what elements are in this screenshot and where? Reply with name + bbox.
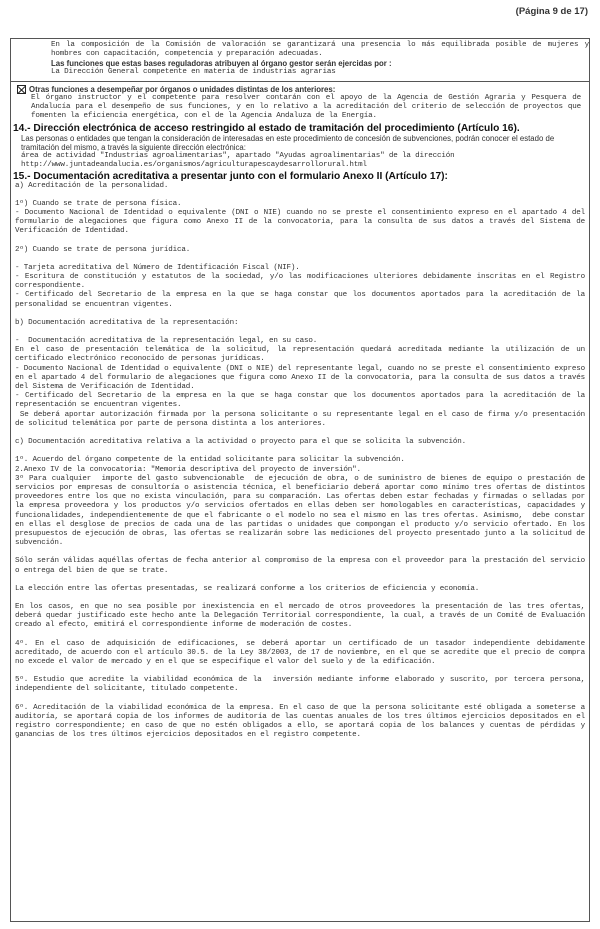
section-c-heading: c) Documentación acreditativa relativa a la actividad o proyecto para el que se solicita la subvención.	[15, 438, 467, 447]
list-item: - Escritura de constitución y estatutos de la sociedad, y/o las modificaciones ulteriores debidamente inscritas en el Registro correspondiente.	[15, 273, 590, 291]
section-a1-text: - Documento Nacional de Identidad o equivalente (DNI o NIE) cuando no se preste el consentimiento expreso en el apartado 4 del formulario de alegaciones que figura como Anexo II de la convocatoria, para la consulta de sus datos a través del Sistema de Verificación de Identidad.	[15, 209, 590, 236]
commission-composition-text: En la composición de la Comisión de valoración se garantizará una presencia lo más equilibrada posible de mujeres y hombres con capacitación, competencia y preparación adecuadas.	[51, 41, 594, 59]
section-14-title: 14.- Dirección electrónica de acceso restringido al estado de tramitación del procedimiento (Artículo 16).	[13, 123, 520, 135]
section-15-title: 15.- Documentación acreditativa a presentar junto con el formulario Anexo II (Artículo 17):	[13, 170, 448, 182]
list-item: 3º Para cualquier importe del gasto subvencionable de ejecución de obra, o de suministro de bienes de equipo o prestación de servicios por empresas de consultoría o asistencia técnica, el beneficiario deberá aportar como mínimo tres ofertas de distintos proveedores entre los que no exista vinculación, para su comparación. Las ofertas deben estar fechadas y firmadas o selladas por la empresa proveedora y los productos y/o servicios ofertados en ellas deben ser homologables en características, capacidades y funcionalidades, independientemente de que el fabricante o el modelo no sea el mismo en las tres ofertas. Asimismo, debe constar en ellas el desglose de precios de cada una de las partidas o unidades que compongan el producto y/o servicio ofertado. En los presupuestos de ejecución de obras, las ofertas se realizarán sobre las mediciones del proyecto presentado junto a la solicitud de subvención.	[15, 474, 590, 548]
other-functions-box	[11, 82, 589, 124]
other-functions-heading: Otras funciones a desempeñar por órganos o unidades distintas de los anteriores:	[29, 84, 336, 94]
list-item: - Tarjeta acreditativa del Número de Identificación Fiscal (NIF).	[15, 263, 300, 272]
valuation-commission-box	[11, 39, 594, 82]
other-functions-checkbox-row	[17, 85, 581, 94]
functions-heading: Las funciones que estas bases reguladoras atribuyen al órgano gestor serán ejercidas por :	[51, 59, 392, 69]
section-b-heading: b) Documentación acreditativa de la representación:	[15, 318, 239, 327]
page-number: (Página 9 de 17)	[515, 6, 588, 17]
section-a2-heading: 2º) Cuando se trate de persona jurídica.	[15, 245, 191, 254]
paragraph: 4º. En el caso de adquisición de edificaciones, se deberá aportar un certificado de un tasador independiente debidamente acreditado, de acuerdo con el artículo 30.5. de la Ley 38/2003, de 17 de noviembre, en el que se acredite que el precio de compra no excede el valor de mercado y en el que se especifique el valor del suelo y de la edificación.	[15, 639, 590, 666]
section-a1-heading: 1º) Cuando se trate de persona física.	[15, 199, 182, 208]
section-14-area: área de actividad "Industrias agroalimentarias", apartado "Ayudas agroalimentarias" de la dirección	[21, 152, 455, 161]
section-a-heading: a) Acreditación de la personalidad.	[15, 181, 169, 190]
list-item: - Certificado del Secretario de la empresa en la que se haga constar que los documentos aportados para la acreditación de la personalidad se encuentran vigentes.	[15, 291, 590, 309]
section-14-url-link[interactable]: http://www.juntadeandalucia.es/organismos/agriculturapescaydesarrollorural.html	[21, 161, 367, 170]
list-item: - Certificado del Secretario de la empresa en la que se haga constar que los documentos aportados para la acreditación de la representación se encuentran vigentes.	[15, 392, 590, 410]
list-item: 2.Anexo IV de la convocatoria: "Memoria descriptiva del proyecto de inversión".	[15, 465, 361, 474]
list-item: Se deberá aportar autorización firmada por la persona solicitante o su representante legal en el caso de firma y/o presentación de solicitud telemática por parte de persona distinta a los anteriores.	[15, 410, 590, 428]
checked-checkbox-icon	[17, 85, 26, 94]
managing-body-text: La Dirección General competente en materia de industrias agrarias	[51, 68, 336, 77]
list-item: 1º. Acuerdo del órgano competente de la entidad solicitante para solicitar la subvención.	[15, 456, 405, 465]
document-frame	[10, 38, 594, 922]
other-functions-text: El órgano instructor y el competente para resolver contarán con el apoyo de la Agencia de Gestión Agraria y Pesquera de Andalucía para el desempeño de sus funciones, y en lo relativo a la acreditación del criterio de selección de proyectos que fomenten la eficiencia energética, con el de la Agencia Andaluza de la Energía.	[31, 93, 586, 121]
list-item: - Documentación acreditativa de la representación legal, en su caso.	[15, 337, 318, 346]
list-item: En el caso de presentación telemática de la solicitud, la representación quedará acreditada mediante la utilización de un certificado electrónico reconocido de personas jurídicas.	[15, 346, 590, 364]
paragraph: En los casos, en que no sea posible por inexistencia en el mercado de otros proveedores la presentación de las tres ofertas, deberá quedar justificado este hecho ante la Delegación Territorial correspondiente, la cual, a través de un Comité de Evaluación creado al efecto, emitirá el correspondiente informe de moderación de costes.	[15, 602, 590, 630]
list-item: - Documento Nacional de Identidad o equivalente (DNI o NIE) del representante legal, cuando no se preste el consentimiento expreso en el apartado 4 del formulario de alegaciones que figura como Anexo II de la convocatoria, para la consulta de sus datos a través del Sistema de Verificación de Identidad.	[15, 364, 590, 392]
paragraph: 5º. Estudio que acredite la viabilidad económica de la inversión mediante informe elaborado y suscrito, por tercera persona, independiente del solicitante, titulado competente.	[15, 676, 590, 694]
paragraph: La elección entre las ofertas presentadas, se realizará conforme a los criterios de eficiencia y economía.	[15, 584, 480, 593]
paragraph: Sólo serán válidas aquéllas ofertas de fecha anterior al compromiso de la empresa con el proveedor para la prestación del servicio o entrega del bien de que se trate.	[15, 557, 590, 575]
section-14-intro: Las personas o entidades que tengan la consideración de interesadas en este procedimiento de concesión de subvenciones, podrán conocer el estado de tramitación del mismo, a través la siguiente dirección electrónica:	[21, 134, 555, 153]
paragraph: 6º. Acreditación de la viabilidad económica de la empresa. En el caso de que la persona solicitante esté obligada a someterse a auditoría, se aportará copia de los informes de auditoría de las cuentas anuales de los tres últimos ejercicios depositados en el registro correspondiente; en caso de que no estén obligados a ello, se aportará copia de los balances y cuentas de pérdidas y ganancias de los tres últimos ejercicios depositados en el registro competente.	[15, 703, 590, 740]
